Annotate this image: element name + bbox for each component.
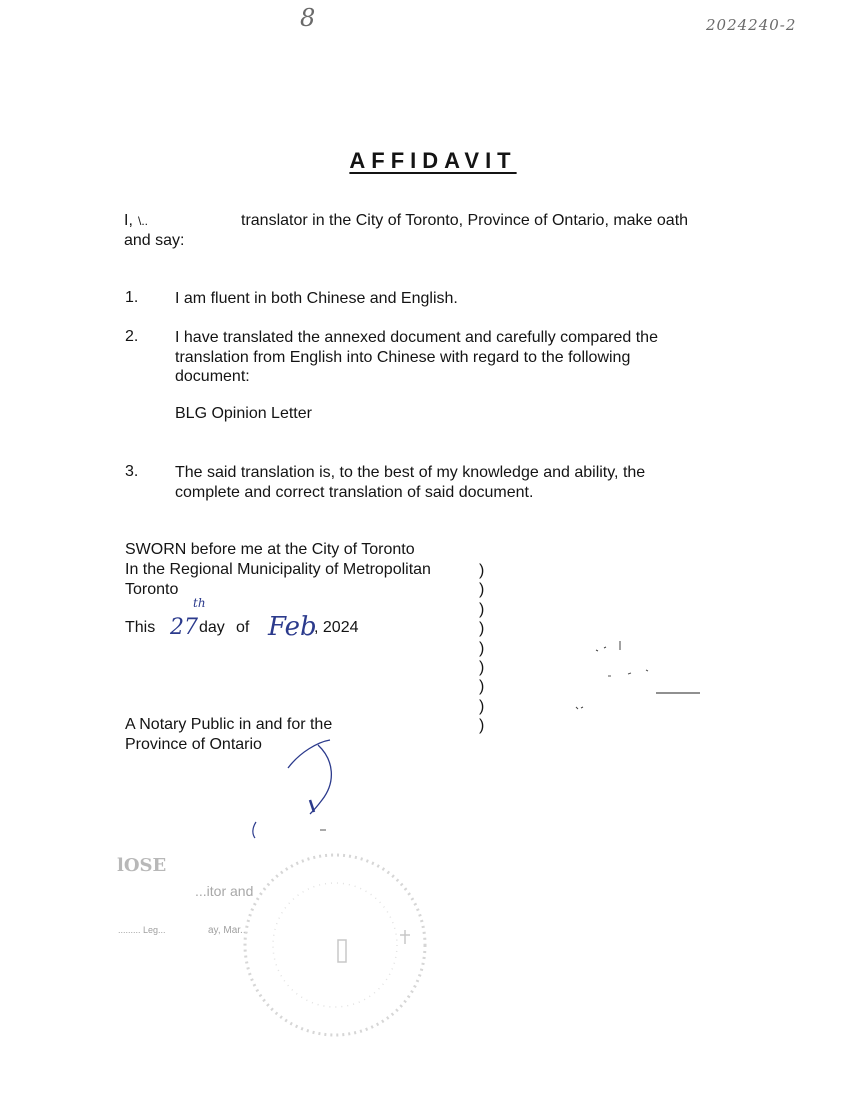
paren: ): [479, 678, 485, 696]
item-number-1: 1.: [125, 289, 139, 306]
item-1-line-1: I am fluent in both Chinese and English.: [175, 290, 458, 307]
item-2-line-3: document:: [175, 368, 250, 385]
item-number-2: 2.: [125, 328, 139, 345]
jurat-this-label: This: [125, 619, 156, 636]
redacted-mark-2: [608, 670, 648, 676]
paren: ): [479, 620, 485, 638]
paren: ): [479, 600, 485, 618]
jurat-year: , 2024: [314, 619, 359, 636]
handwritten-reference-number: 2024240-2: [706, 16, 797, 34]
jurat-line-2: In the Regional Municipality of Metropolitan: [125, 561, 431, 578]
jurat-day-suffix: th: [193, 596, 206, 610]
seal-emblem: [338, 930, 410, 962]
item-3-line-1: The said translation is, to the best of my knowledge and ability, the: [175, 464, 646, 481]
redacted-mark-3: [576, 707, 583, 709]
notary-seal-ring: [245, 855, 425, 1035]
jurat-of-label: of: [236, 619, 250, 636]
paren: ): [479, 562, 485, 579]
signature-dot: [310, 800, 314, 812]
seal-fragment-4: ay, Mar...: [208, 925, 249, 936]
jurat-month-value: Feb: [268, 612, 317, 642]
handwritten-page-number: 8: [300, 4, 316, 32]
jurat-line-3: Toronto: [125, 581, 179, 598]
notary-seal-inner: [273, 883, 397, 1007]
jurat-day-value: 27: [170, 615, 198, 640]
item-3-line-2: complete and correct translation of said document.: [175, 483, 534, 501]
intro-prefix: I,: [124, 212, 133, 229]
seal-fragment-2: ...itor and: [195, 883, 254, 899]
jurat-line-1: SWORN before me at the City of Toronto: [125, 541, 415, 558]
notary-line-2: Province of Ontario: [125, 736, 262, 753]
redacted-mark-1: [596, 641, 620, 651]
title-text: AFFIDAVIT: [349, 148, 517, 173]
item-number-3: 3.: [125, 463, 139, 480]
jurat-day-label: day: [199, 619, 225, 636]
paren: ): [479, 639, 485, 657]
item-2-line-2: translation from English into Chinese with regard to the following: [175, 348, 631, 366]
intro-line-2: and say:: [124, 232, 185, 249]
signature-mark-small: [253, 822, 256, 838]
notary-line-1: A Notary Public in and for the: [125, 716, 333, 733]
paren: ): [479, 717, 485, 735]
intro-redacted-name: \..: [138, 214, 149, 228]
item-2-line-1: I have translated the annexed document and carefully compared the: [175, 329, 658, 346]
seal-fragment-3: ......... Leg...: [118, 925, 166, 935]
paren: ): [479, 659, 485, 677]
referenced-document-name: BLG Opinion Letter: [175, 405, 312, 422]
intro-line-1: translator in the City of Toronto, Province of Ontario, make oath: [241, 212, 689, 229]
paren: ): [479, 697, 485, 715]
paren: ): [479, 581, 485, 599]
seal-fragment-1: lOSE: [117, 855, 167, 876]
